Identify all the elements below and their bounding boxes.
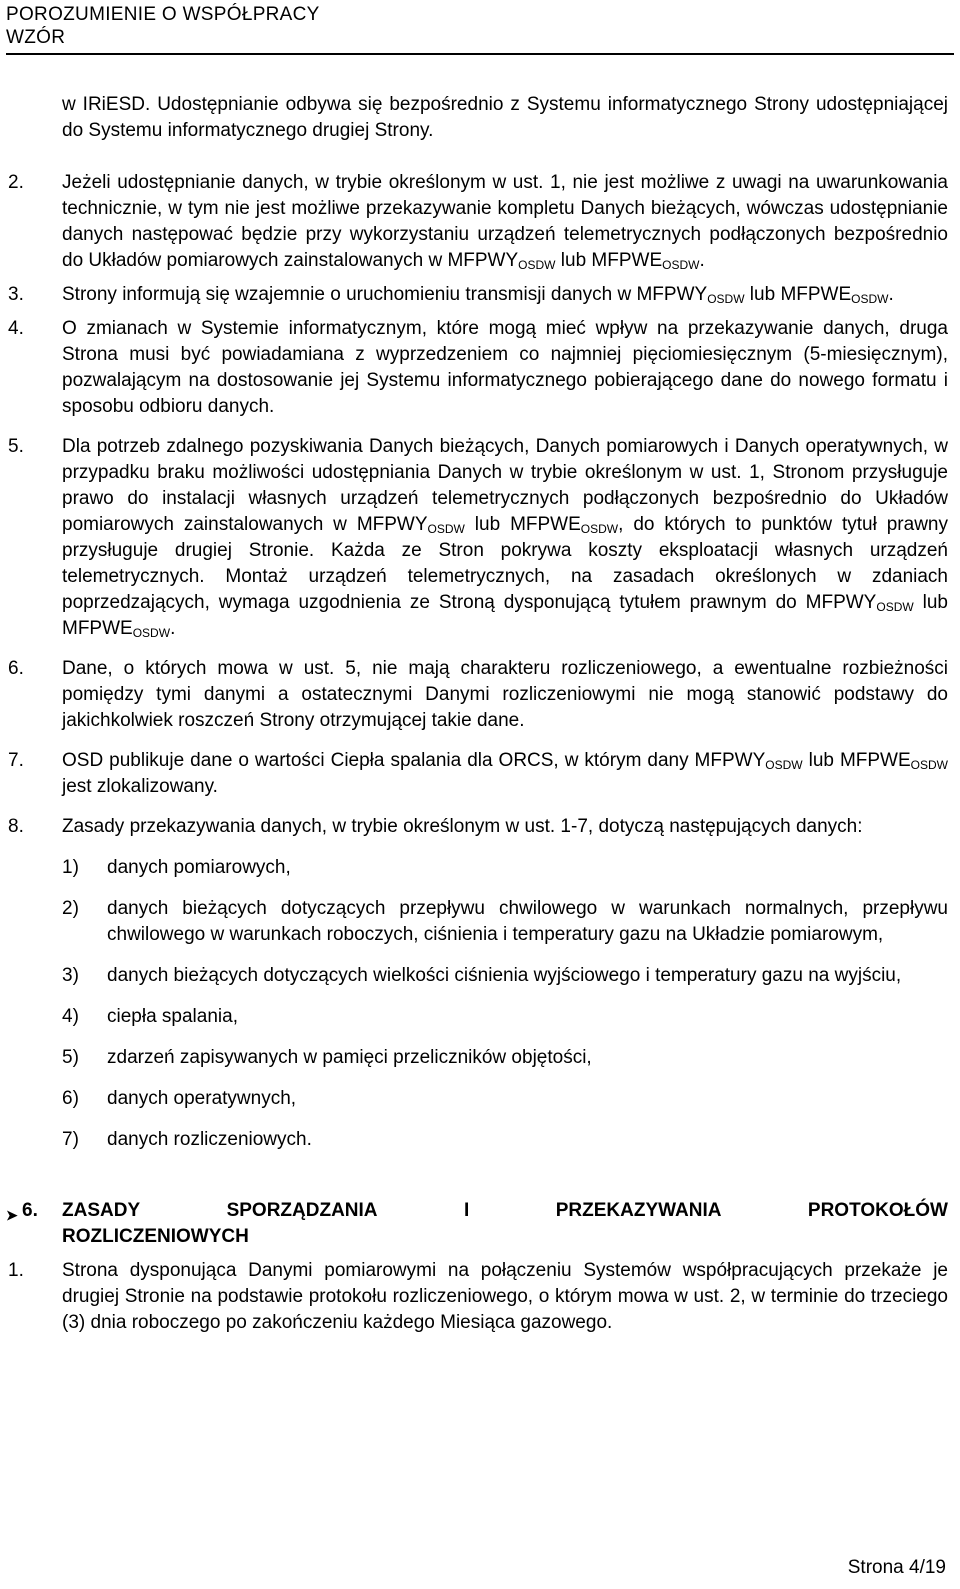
list-item-text: danych rozliczeniowych. — [107, 1129, 312, 1150]
list-item — [0, 1127, 960, 1153]
paragraph-number: 2. — [8, 172, 24, 193]
header-subtitle: WZÓR — [6, 27, 66, 48]
paragraph-number: 3. — [8, 284, 24, 305]
paragraph-text: Dla potrzeb zdalnego pozyskiwania Danych bieżących, Danych pomiarowych i Danych operatywnych, w przypadku braku możliwości udostępniania Danych w trybie określonym w ust. 1, Stronom przysługuje prawo do instalacji własnych urządzeń telemetrycznych podłączonych bezpośrednio do Układów pomiarowych zainstalowanych w $MFPWY_{OSDW}$ lub $MFPWE_{OSDW}$, do których to punktów tytuł prawny przysługuje drugiej Stronie. Każda ze Stron pokrywa koszty eksploatacji własnych urządzeń telemetrycznych. Montaż urządzeń telemetrycznych, na zasadach określonych w zdaniach poprzedzających, wymaga uzgodnienia ze Stroną dysponującą tytułem prawnym do $MFPWY_{OSDW}$ lub $MFPWE_{OSDW}$. — [62, 436, 949, 640]
list-item — [0, 896, 960, 948]
list-item-text: danych pomiarowych, — [107, 857, 291, 878]
paragraph-8 — [0, 814, 960, 840]
arrow-bullet-icon: ➤ — [6, 1207, 18, 1223]
list-item-number: 5) — [62, 1047, 79, 1068]
paragraph-text: Zasady przekazywania danych, w trybie określonym w ust. 1-7, dotyczą następujących danych: — [62, 816, 863, 837]
paragraph-6 — [0, 656, 960, 734]
list-item-number: 3) — [62, 965, 79, 986]
list-item-text: zdarzeń zapisywanych w pamięci przeliczników objętości, — [107, 1047, 592, 1068]
page-header — [6, 3, 954, 49]
list-item — [0, 1004, 960, 1030]
paragraph-text: w IRiESD. Udostępnianie odbywa się bezpośrednio z Systemu informatycznego Strony udostępniającej do Systemu informatycznego drugiej Strony. — [62, 94, 948, 141]
paragraph-number: 5. — [8, 436, 24, 457]
list-item-text: ciepła spalania, — [107, 1006, 238, 1027]
paragraph-text: O zmianach w Systemie informatycznym, które mogą mieć wpływ na przekazywanie danych, druga Strona musi być powiadamiana z wyprzedzeniem co najmniej pięciomiesięcznym (5-miesięcznym), pozwalającym na dostosowanie jej Systemu informatycznego pobierającego dane do nowego formatu i sposobu odbioru danych. — [62, 318, 948, 417]
list-item-number: 2) — [62, 898, 79, 919]
list-item-text: danych bieżących dotyczących wielkości ciśnienia wyjściowego i temperatury gazu na wyjściu, — [107, 965, 902, 986]
paragraph-number: 6. — [8, 658, 24, 679]
paragraph-text: Dane, o których mowa w ust. 5, nie mają charakteru rozliczeniowego, a ewentualne rozbieżności pomiędzy tymi danymi a ostatecznymi Danymi rozliczeniowymi nie mogą stanowić podstawy do jakichkolwiek roszczeń Strony otrzymującej takie dane. — [62, 658, 948, 731]
paragraph-5 — [0, 434, 960, 642]
paragraph-number: 1. — [8, 1260, 24, 1281]
paragraph-text: Strona dysponująca Danymi pomiarowymi na połączeniu Systemów współpracujących przekaże je drugiej Stronie na podstawie protokołu rozliczeniowego, o którym mowa w ust. 2, w terminie do trzeciego (3) dnia roboczego po zakończeniu każdego Miesiąca gazowego. — [62, 1260, 948, 1333]
header-title: POROZUMIENIE O WSPÓŁPRACY — [6, 4, 320, 25]
list-item-text: danych bieżących dotyczących przepływu chwilowego w warunkach normalnych, przepływu chwilowego w warunkach roboczych, ciśnienia i temperatury gazu na Układzie pomiarowym, — [107, 898, 948, 945]
list-item — [0, 855, 960, 881]
list-item-number: 4) — [62, 1006, 79, 1027]
list-item-number: 6) — [62, 1088, 79, 1109]
list-item-text: danych operatywnych, — [107, 1088, 297, 1109]
paragraph-number: 4. — [8, 318, 24, 339]
section-title: ZASADY SPORZĄDZANIA I PRZEKAZYWANIA PROTOKOŁÓW ROZLICZENIOWYCH — [62, 1200, 948, 1247]
paragraph-4 — [0, 316, 960, 420]
paragraph-text: Jeżeli udostępnianie danych, w trybie określonym w ust. 1, nie jest możliwe z uwagi na uwarunkowania technicznie, w tym nie jest możliwe przekazywanie kompletu Danych bieżących, wówczas udostępnianie danych następować będzie przy wykorzystaniu urządzeń telemetrycznych podłączonych bezpośrednio do Układów pomiarowych zainstalowanych w $MFPWY_{OSDW}$ lub $MFPWE_{OSDW}$. — [62, 172, 948, 272]
section-paragraph-1 — [0, 1258, 960, 1336]
paragraph-text: OSD publikuje dane o wartości Ciepła spalania dla ORCS, w którym dany $MFPWY_{OSDW}$ lub $MFPWE_{OSDW}$ jest zlokalizowany. — [62, 750, 948, 797]
section-number: 6. — [22, 1200, 38, 1221]
paragraph-3 — [0, 282, 960, 308]
list-item — [0, 1086, 960, 1112]
list-item-number: 7) — [62, 1129, 79, 1150]
list-item-number: 1) — [62, 857, 79, 878]
list-item — [0, 963, 960, 989]
list-item — [0, 1045, 960, 1071]
paragraph-2 — [0, 170, 960, 274]
paragraph-number: 8. — [8, 816, 24, 837]
paragraph-7 — [0, 748, 960, 800]
paragraph-continuation — [0, 92, 960, 144]
paragraph-text: Strony informują się wzajemnie o uruchomieniu transmisji danych w $MFPWY_{OSDW}$ lub $MFPWE_{OSDW}$. — [62, 284, 894, 306]
header-divider — [6, 53, 954, 55]
page-number: Strona 4/19 — [847, 1557, 946, 1578]
section-heading — [0, 1198, 960, 1250]
document-body — [0, 92, 960, 1336]
paragraph-number: 7. — [8, 750, 24, 771]
